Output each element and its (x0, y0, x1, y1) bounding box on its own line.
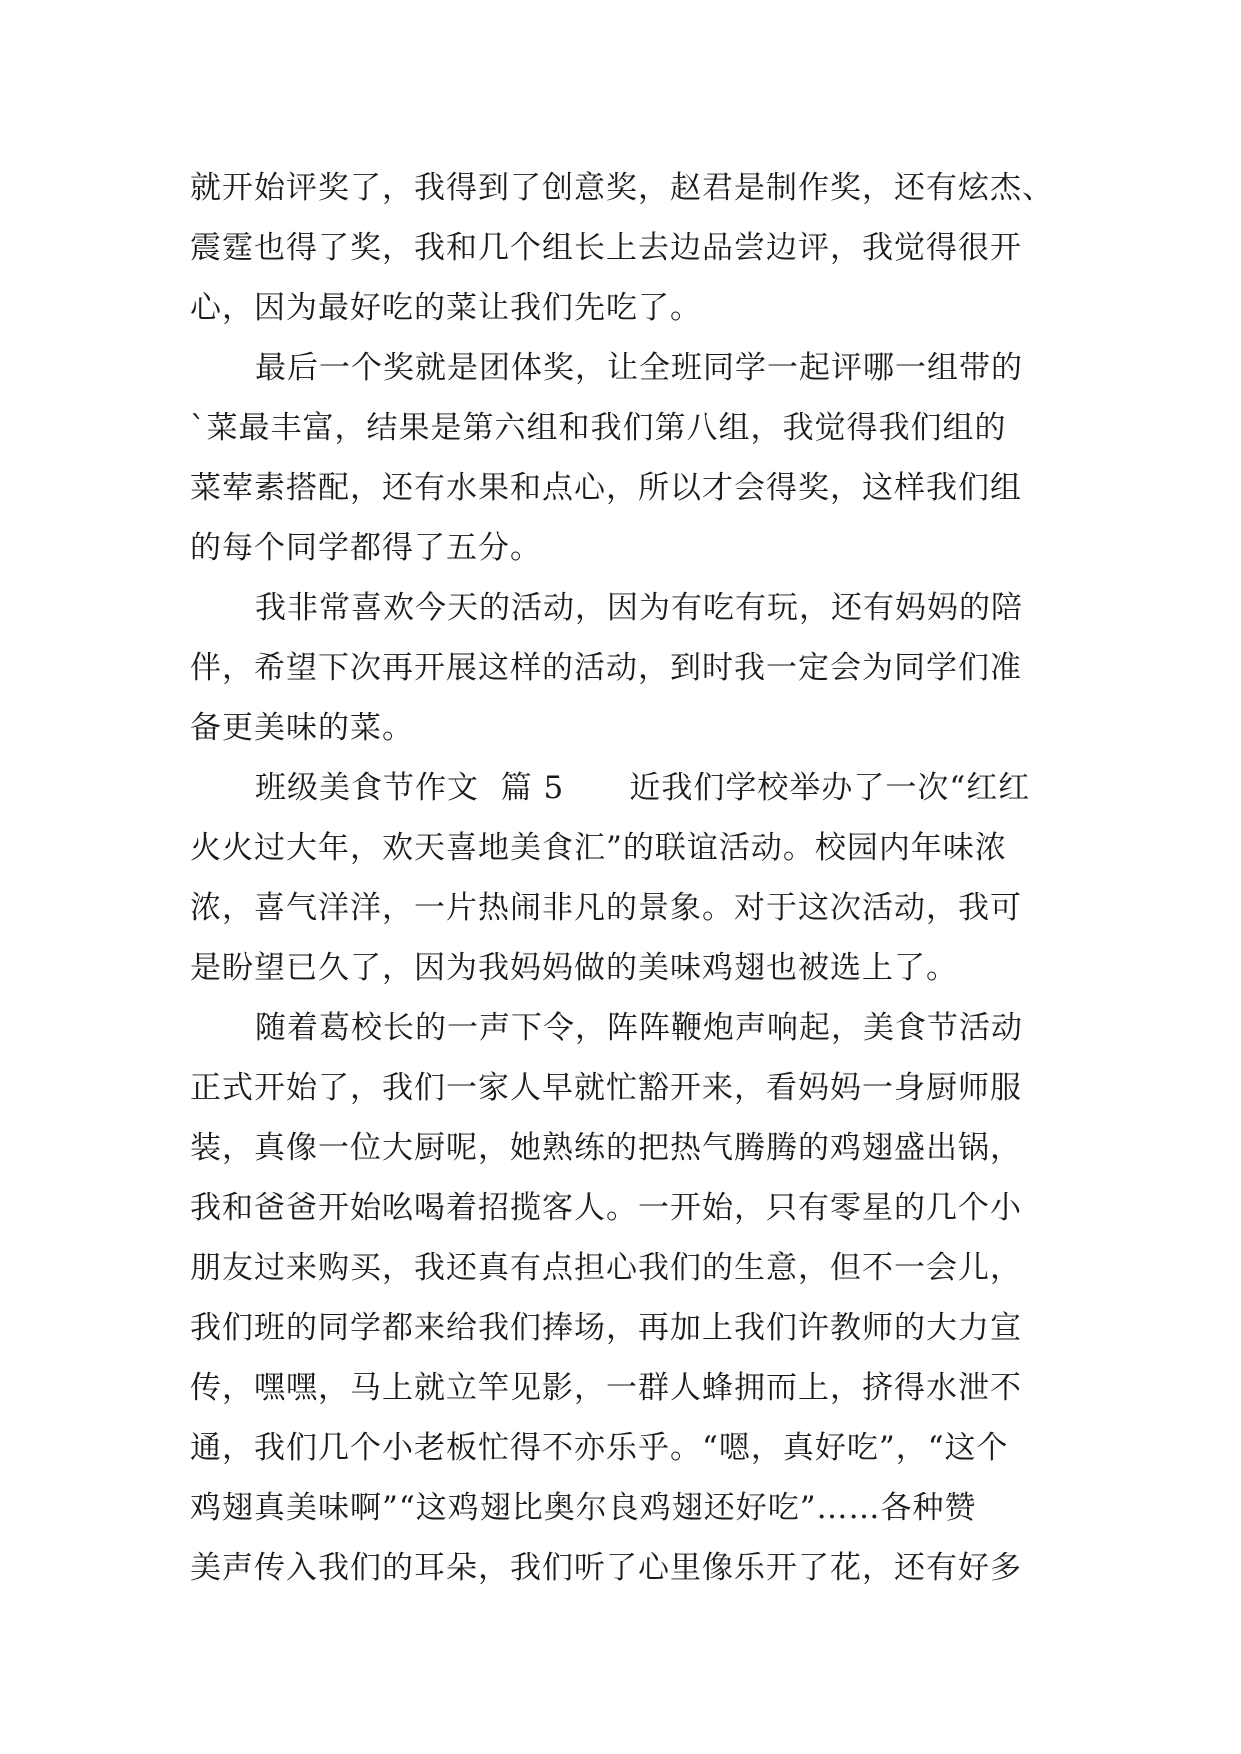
text-line: 备更美味的菜。 (190, 710, 414, 746)
text-line: 心，因为最好吃的菜让我们先吃了。 (190, 290, 702, 326)
text-line: 震霆也得了奖，我和几个组长上去边品尝边评，我觉得很开 (190, 230, 1022, 266)
text-line: 浓，喜气洋洋，一片热闹非凡的景象。对于这次活动，我可 (190, 890, 1022, 926)
text-line: 美声传入我们的耳朵，我们听了心里像乐开了花，还有好多 (190, 1550, 1022, 1586)
text-line: `菜最丰富，结果是第六组和我们第八组，我觉得我们组的 (190, 410, 1007, 446)
text-line: 通，我们几个小老板忙得不亦乐乎。“嗯，真好吃”，“这个 (190, 1430, 1009, 1466)
document-body (190, 158, 1054, 1598)
text-line: 的每个同学都得了五分。 (190, 530, 542, 566)
paragraph-first-line: 我非常喜欢今天的活动，因为有吃有玩，还有妈妈的陪 (255, 590, 1023, 626)
text-line: 是盼望已久了，因为我妈妈做的美味鸡翅也被选上了。 (190, 950, 958, 986)
text-line: 我和爸爸开始吆喝着招揽客人。一开始，只有零星的几个小 (190, 1190, 1022, 1226)
text-line: 鸡翅真美味啊”“这鸡翅比奥尔良鸡翅还好吃”……各种赞 (190, 1490, 977, 1526)
paragraph-first-line: 随着葛校长的一声下令，阵阵鞭炮声响起，美食节活动 (255, 1010, 1023, 1046)
text-line: 火火过大年，欢天喜地美食汇”的联谊活动。校园内年味浓 (190, 830, 1007, 866)
text-line: 就开始评奖了，我得到了创意奖，赵君是制作奖，还有炫杰、 (190, 170, 1054, 206)
text-line: 装，真像一位大厨呢，她熟练的把热气腾腾的鸡翅盛出锅， (190, 1130, 1022, 1166)
section-heading-line: 班级美食节作文 篇 5 近我们学校举办了一次“红红 (255, 770, 1031, 806)
paragraph-first-line: 最后一个奖就是团体奖，让全班同学一起评哪一组带的 (255, 350, 1023, 386)
text-line: 伴，希望下次再开展这样的活动，到时我一定会为同学们准 (190, 650, 1022, 686)
text-line: 正式开始了，我们一家人早就忙豁开来，看妈妈一身厨师服 (190, 1070, 1022, 1106)
text-line: 菜荤素搭配，还有水果和点心，所以才会得奖，这样我们组 (190, 470, 1022, 506)
text-line: 我们班的同学都来给我们捧场，再加上我们许教师的大力宣 (190, 1310, 1022, 1346)
text-line: 朋友过来购买，我还真有点担心我们的生意，但不一会儿， (190, 1250, 1022, 1286)
text-line: 传，嘿嘿，马上就立竿见影，一群人蜂拥而上，挤得水泄不 (190, 1370, 1022, 1406)
